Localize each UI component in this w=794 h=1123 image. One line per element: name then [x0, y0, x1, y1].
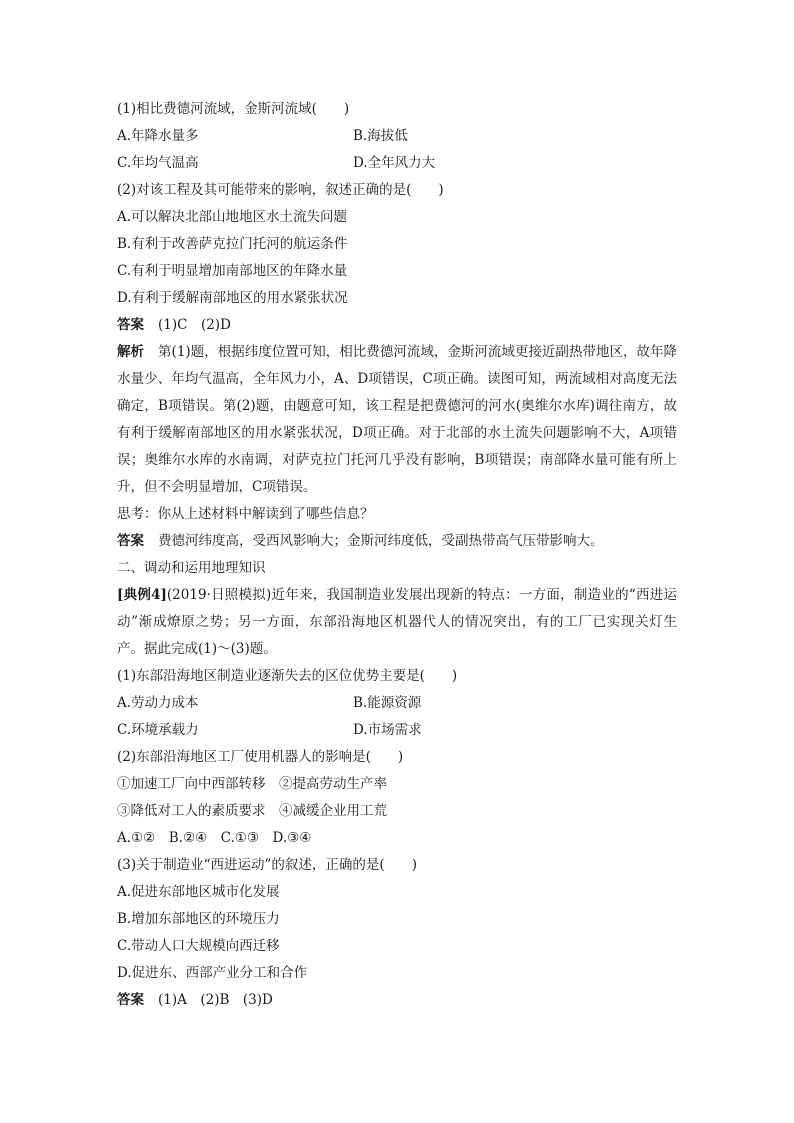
answer-text: 费德河纬度高，受西风影响大；金斯河纬度低，受副热带高气压带影响大。 [158, 533, 604, 549]
answer-line-1 [117, 312, 677, 339]
section-title: 二、调动和运用地理知识 [117, 560, 266, 576]
question-4-options: A.①② B.②④ C.①③ D.③④ [117, 830, 312, 846]
analysis-label: 解析 [117, 344, 145, 360]
option-b: B.能源资源 [353, 695, 422, 711]
answer-text: (1)A (2)B (3)D [158, 992, 273, 1008]
question-3-options-row-1 [117, 690, 677, 717]
example-tag: [典例4] [117, 587, 167, 603]
option-a: A.劳动力成本 [117, 695, 199, 711]
option-d: D.有利于缓解南部地区的用水紧张状况 [117, 290, 348, 306]
option-b: B.海拔低 [353, 128, 408, 144]
option-c: C.环境承载力 [117, 722, 199, 738]
question-4-stem: (2)东部沿海地区工厂使用机器人的影响是( ) [117, 749, 404, 765]
example-4-paragraph [117, 582, 677, 663]
think-question: 思考：你从上述材料中解读到了哪些信息？ [117, 506, 374, 522]
analysis-paragraph [117, 339, 677, 501]
answer-line-3 [117, 987, 677, 1014]
option-c: C.带动人口大规模向西迁移 [117, 938, 280, 954]
analysis-text: 第(1)题，根据纬度位置可知，相比费德河流域，金斯河流域更接近副热带地区，故年降水量少、年均气温高，全年风力小，A、D项错误，C项正确。读图可知，两流域相对高度无法确定，B项错误。第(2)题，由题意可知，该工程是把费德河的河水(奥维尔水库)调往南方，故有利于缓解南部地区的用水紧张状况，D项正确。对于北部的水土流失问题影响不大，A项错误；奥维尔水库的水南调，对萨克拉门托河几乎没有影响，B项错误；南部降水量可能有所上升，但不会明显增加，C项错误。 [117, 344, 678, 495]
example-text: (2019·日照模拟)近年来，我国制造业发展出现新的特点：一方面，制造业的“西进运动”渐成燎原之势；另一方面，东部沿海地区机器代人的情况突出，有的工厂已实现关灯生产。据此完成(1)～(3)题。 [117, 587, 677, 657]
option-b: B.增加东部地区的环境压力 [117, 911, 280, 927]
answer-text: (1)C (2)D [158, 317, 231, 333]
option-c: C.年均气温高 [117, 155, 199, 171]
question-1-stem: (1)相比费德河流域，金斯河流域( ) [117, 101, 350, 117]
question-5-stem: (3)关于制造业“西进运动”的叙述，正确的是( ) [117, 857, 417, 873]
question-3-options-row-2 [117, 717, 677, 744]
question-4-items-2: ③降低对工人的素质要求 ④减缓企业用工荒 [117, 803, 387, 819]
question-4-items-1: ①加速工厂向中西部转移 ②提高劳动生产率 [117, 776, 387, 792]
question-2-stem: (2)对该工程及其可能带来的影响，叙述正确的是( ) [117, 182, 444, 198]
answer-label: 答案 [117, 533, 144, 549]
question-1-options-row-1 [117, 123, 677, 150]
answer-label: 答案 [117, 317, 144, 333]
option-d: D.全年风力大 [353, 155, 436, 171]
option-d: D.促进东、西部产业分工和合作 [117, 965, 308, 981]
option-a: A.可以解决北部山地地区水土流失问题 [117, 209, 348, 225]
answer-line-2 [117, 528, 677, 555]
option-c: C.有利于明显增加南部地区的年降水量 [117, 263, 348, 279]
question-3-stem: (1)东部沿海地区制造业逐渐失去的区位优势主要是( ) [117, 668, 458, 684]
option-a: A.促进东部地区城市化发展 [117, 884, 280, 900]
answer-label: 答案 [117, 992, 144, 1008]
option-b: B.有利于改善萨克拉门托河的航运条件 [117, 236, 348, 252]
option-d: D.市场需求 [353, 722, 422, 738]
question-1-options-row-2 [117, 150, 677, 177]
option-a: A.年降水量多 [117, 128, 199, 144]
document-page [117, 96, 677, 1014]
